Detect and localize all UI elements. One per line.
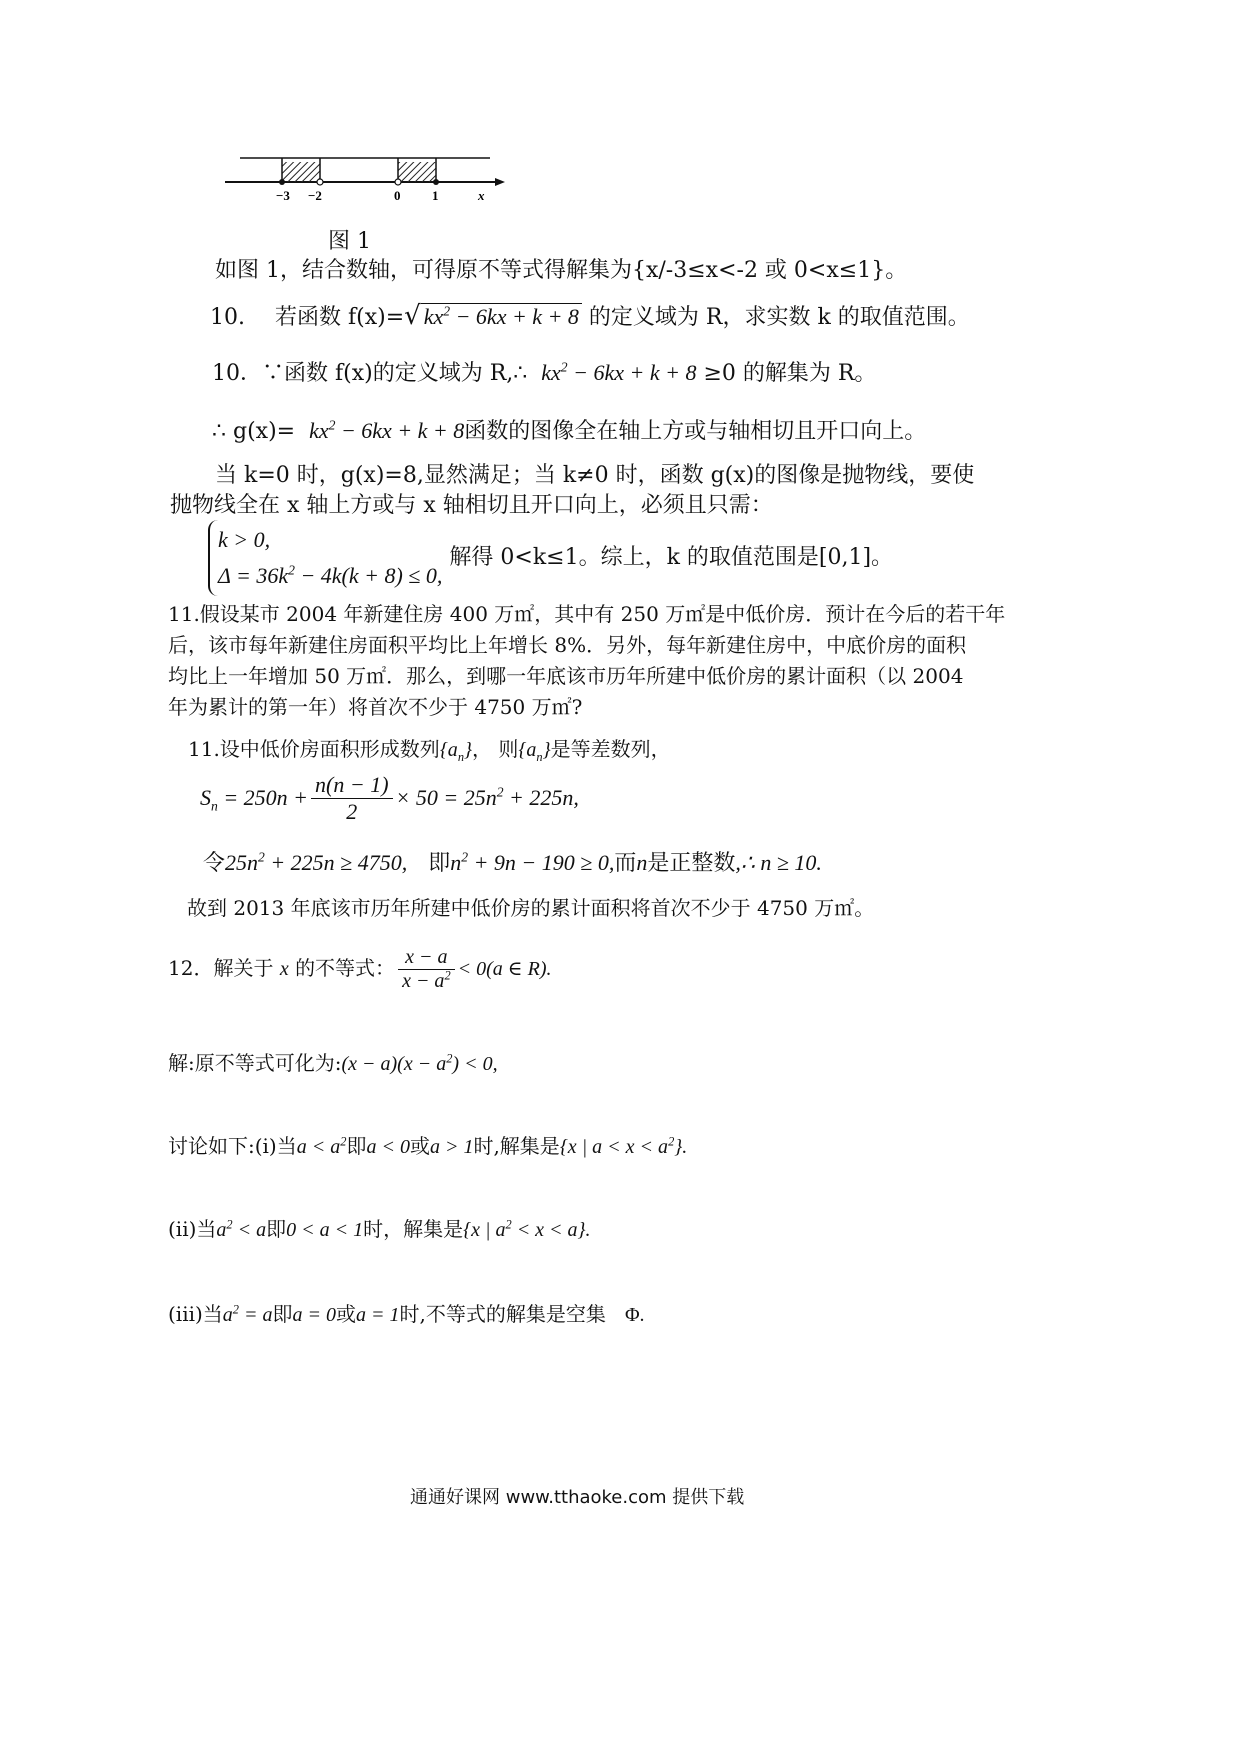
text-line: 当 k=0 时，g(x)=8,显然满足；当 k≠0 时，函数 g(x)的图像是抛物线，要使 [215, 463, 975, 488]
answer-11-line1: 11.设中低价房面积形成数列$\{a_n\}$， 则$\{a_n\}$是等差数列， [188, 737, 671, 764]
tick-label: −3 [276, 188, 290, 203]
solution-12-case-ii: (ii)当$a^2 < a$即0 < a < 1时，解集是{x | $a^2 < x < a$}. [168, 1217, 591, 1241]
text-line: 年为累计的第一年）将首次不少于 4750 万㎡? [168, 695, 583, 719]
tick-label: −2 [308, 188, 322, 203]
answer-10-line1: 10．∵函数 f(x)的定义域为 R,∴ $kx^2 - 6kx + k + 8 \ge 0$ 的解集为 R。 [212, 359, 877, 386]
axis-arrow [495, 178, 505, 186]
interval-shade-right [398, 162, 436, 182]
interval-shade-left [282, 162, 320, 182]
number-line-svg [220, 150, 510, 210]
solution-12-case-iii: (iii)当$a^2 = a$即a = 0或a = 1时,不等式的解集是空集 Φ. [168, 1302, 645, 1326]
tick-label: 1 [432, 188, 439, 203]
question-12: 12．解关于 x 的不等式： $\frac{x - a}{x - a^2}$ < 0(a ∈ R). [168, 946, 552, 992]
open-point [317, 179, 323, 185]
number-line-figure [220, 150, 510, 210]
text-line: 11.假设某市 2004 年新建住房 400 万㎡，其中有 250 万㎡是中低价房．预计在今后的若干年 [168, 602, 1006, 626]
question-10: 10. 若函数 f(x)=√ $kx^2 - 6kx + k + 8$ 的定义域为 R，求实数 k 的取值范围。 [210, 301, 970, 331]
text-line: 故到 2013 年底该市历年所建中低价房的累计面积将首次不少于 4750 万㎡。 [187, 896, 875, 920]
text-line: 如图 1，结合数轴，可得原不等式得解集为{x/-3≤x<-2 或 0<x≤1}。 [215, 258, 908, 283]
text-line: 后，该市每年新建住房面积平均比上年增长 8%．另外，每年新建住房中，中底价房的面积 [168, 633, 967, 657]
tick-label: 0 [394, 188, 401, 203]
answer-10-system: k > 0, $\Delta = 36k^2 - 4k(k + 8) \le 0$, 解得 0<k≤1。综上，k 的取值范围是[0,1]。 [208, 520, 893, 596]
open-point [395, 179, 401, 185]
answer-10-line2: ∴ $g(x)= kx^2 - 6kx + k + 8$函数的图像全在轴上方或与轴相切且开口向上。 [212, 417, 927, 444]
page-footer: 通通好课网 www.tthaoke.com 提供下载 [410, 1487, 745, 1508]
closed-point [433, 179, 439, 185]
solution-12: 解:原不等式可化为:(x − $a)(x - a^2) < 0$, [168, 1051, 498, 1075]
figure-caption: 图 1 [328, 229, 371, 254]
text-line: 抛物线全在 x 轴上方或与 x 轴相切且开口向上，必须且只需： [170, 493, 773, 518]
text-line: 均比上一年增加 50 万㎡．那么，到哪一年底该市历年所建中低价房的累计面积（以 2004 [168, 664, 964, 688]
closed-point [279, 179, 285, 185]
solution-12-case-i: 讨论如下:(i)当$a < a^2$即a < 0或a > 1时,解集是{x | $a < x < a^2$}. [168, 1134, 688, 1158]
answer-11-line3: 令$25n^2 + 225n \ge 4750$, 即$n^2 + 9n - 190 \ge 0$,而n是正整数,∴ n ≥ 10. [203, 849, 822, 876]
answer-11-sum-formula: $S_n = 250n$ + $\frac{n(n - 1)}{2}$ × $50 = 25n^2 + 225n$, [200, 772, 579, 824]
tick-label: x [478, 188, 485, 203]
